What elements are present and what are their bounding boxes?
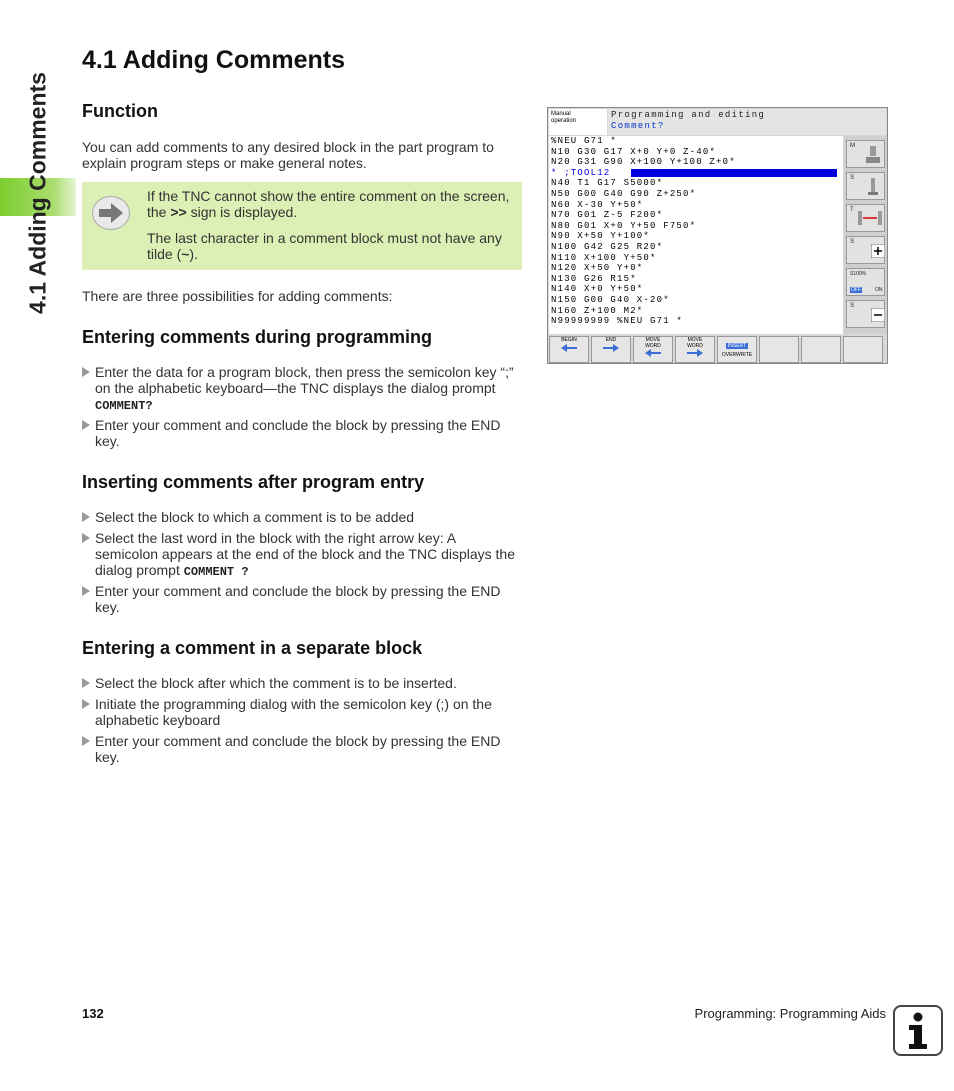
list-item: Select the block after which the comment is to be inserted.	[82, 675, 522, 691]
program-line: N110 X+100 Y+50*	[551, 252, 657, 263]
plus-icon	[871, 244, 885, 258]
list-item: Enter your comment and conclude the block by pressing the END key.	[82, 417, 522, 449]
program-line: N40 T1 G17 S5000*	[551, 178, 664, 189]
program-line: N20 G31 G90 X+100 Y+100 Z+0*	[551, 157, 736, 168]
tool-length-icon	[855, 209, 885, 229]
tool-icon	[863, 177, 883, 197]
bullet-triangle-icon	[82, 420, 90, 430]
list-item: Initiate the programming dialog with the semicolon key (;) on the alphabetic keyboard	[82, 696, 522, 728]
bullet-triangle-icon	[82, 367, 90, 377]
bullet-triangle-icon	[82, 512, 90, 522]
side-softkey[interactable]: S	[846, 236, 885, 264]
program-line: N140 X+0 Y+50*	[551, 284, 644, 295]
program-line: N99999999 %NEU G71 *	[551, 316, 684, 327]
list-item: Select the block to which a comment is to be added	[82, 509, 522, 525]
list-item: Select the last word in the block with the right arrow key: A semicolon appears at the end of the block and the TNC displays the dialog prompt COMMENT ?	[82, 530, 522, 580]
softkey-begin[interactable]: BEGIN	[549, 336, 589, 363]
softkey-empty[interactable]	[801, 336, 841, 363]
arrow-left-icon	[643, 349, 663, 357]
arrow-left-icon	[559, 343, 579, 353]
info-icon	[893, 1005, 943, 1056]
side-softkey[interactable]: T	[846, 204, 885, 232]
list-item: Enter your comment and conclude the block by pressing the END key.	[82, 733, 522, 765]
softkey-end[interactable]: END	[591, 336, 631, 363]
spindle-icon	[863, 145, 883, 165]
chapter-title: Programming: Programming Aids	[694, 1006, 886, 1021]
possibilities-text: There are three possibilities for adding comments:	[82, 288, 393, 304]
page-number: 132	[82, 1006, 104, 1021]
softkey-move-word-right[interactable]: MOVE WORD	[675, 336, 715, 363]
program-line: N50 G00 G40 G90 Z+250*	[551, 189, 697, 199]
tnc-program-listing	[549, 136, 843, 334]
program-line: N150 G00 G40 X-20*	[551, 295, 670, 305]
side-softkey[interactable]: S	[846, 300, 885, 328]
bullet-triangle-icon	[82, 736, 90, 746]
list-item: Enter your comment and conclude the block by pressing the END key.	[82, 583, 522, 615]
note-text-2: The last character in a comment block must not have any tilde (~).	[147, 230, 502, 262]
arrow-right-icon	[92, 196, 130, 230]
chapter-side-title: 4.1 Adding Comments	[24, 72, 51, 314]
softkey-empty[interactable]	[843, 336, 883, 363]
tnc-softkey-row	[549, 336, 887, 363]
program-line: N10 G30 G17 X+0 Y+0 Z-40*	[551, 146, 717, 157]
after-entry-heading: Inserting comments after program entry	[82, 472, 425, 492]
program-line: N80 G01 X+0 Y+50 F750*	[551, 220, 697, 231]
arrow-right-icon	[685, 349, 705, 357]
program-line: N70 G01 Z-5 F200*	[551, 210, 664, 221]
section-heading: 4.1 Adding Comments	[82, 46, 345, 74]
program-line: N120 X+50 Y+0*	[551, 263, 644, 274]
bullet-triangle-icon	[82, 586, 90, 596]
program-line: N160 Z+100 M2*	[551, 305, 644, 316]
softkey-move-word-left[interactable]: MOVE WORD	[633, 336, 673, 363]
side-softkey[interactable]: S100% OFF ON	[846, 268, 885, 296]
list-item: Enter the data for a program block, then press the semicolon key “;” on the alphabetic keyboard—the TNC displays the dialog prompt COMMENT?	[82, 364, 522, 414]
bullet-triangle-icon	[82, 533, 90, 543]
program-line: N60 X-30 Y+50*	[551, 199, 644, 210]
side-softkey[interactable]: M	[846, 140, 885, 168]
program-line: %NEU G71 *	[551, 136, 618, 146]
tnc-mode-indicator: Manual operation	[549, 109, 607, 135]
program-line: N90 X+50 Y+100*	[551, 231, 651, 242]
softkey-insert-overwrite[interactable]: INSERT OVERWRITE	[717, 336, 757, 363]
programming-heading: Entering comments during programming	[82, 327, 433, 347]
function-intro: You can add comments to any desired block in the part program to explain program steps or make general notes.	[82, 139, 494, 171]
function-heading: Function	[82, 101, 158, 121]
tnc-header: Programming and editing Comment?	[608, 109, 886, 135]
note-text-1: If the TNC cannot show the entire comment on the screen, the >> sign is displayed.	[147, 188, 510, 220]
program-line: N130 G26 R15*	[551, 273, 637, 284]
minus-icon	[871, 308, 885, 322]
tnc-side-softkeys	[844, 136, 887, 334]
program-line-comment: * ;TOOL12	[551, 167, 611, 178]
program-line: N100 G42 G25 R20*	[551, 242, 664, 252]
side-softkey[interactable]: S	[846, 172, 885, 200]
arrow-right-icon	[601, 343, 621, 353]
separate-block-heading: Entering a comment in a separate block	[82, 638, 423, 658]
softkey-empty[interactable]	[759, 336, 799, 363]
bullet-triangle-icon	[82, 678, 90, 688]
bullet-triangle-icon	[82, 699, 90, 709]
comment-highlight	[631, 169, 837, 177]
